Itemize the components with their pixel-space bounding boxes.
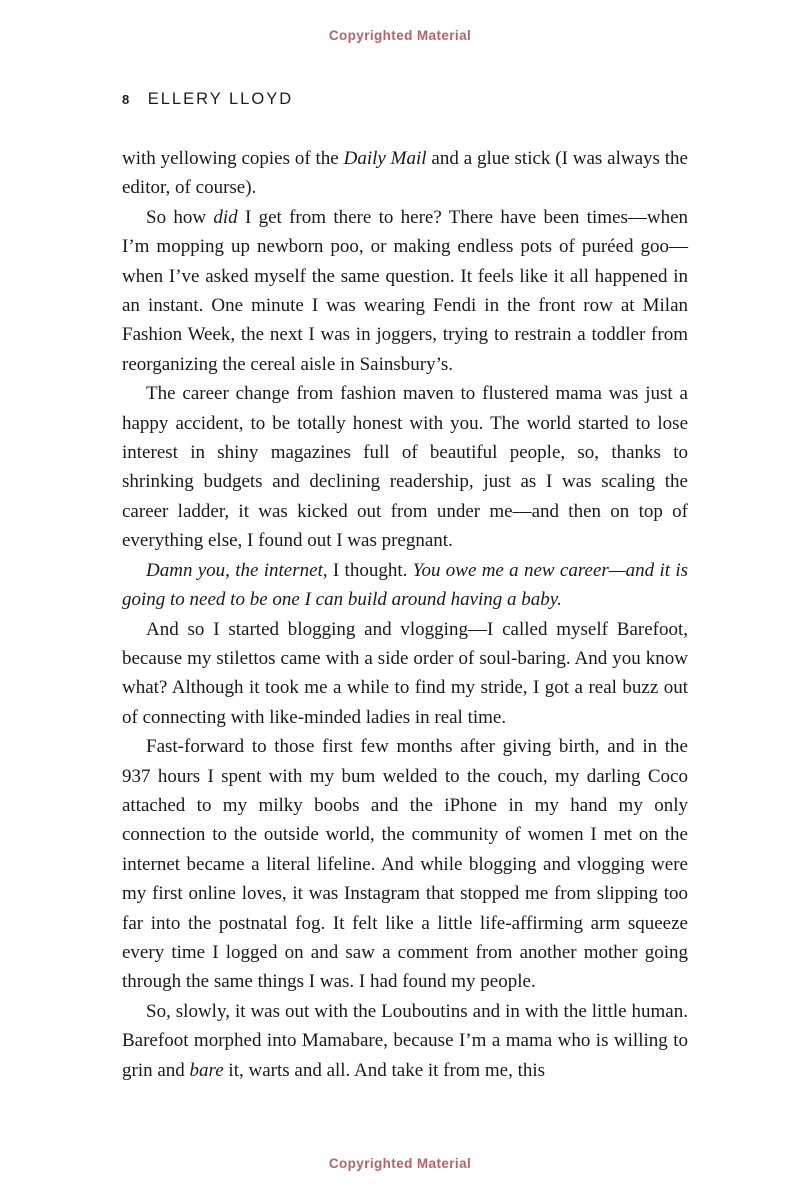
paragraph xyxy=(122,203,688,379)
text-run: it, warts and all. And take it from me, this xyxy=(223,1059,546,1081)
paragraph xyxy=(122,379,688,555)
paragraph xyxy=(122,615,688,733)
paragraph xyxy=(122,556,688,615)
page-number: 8 xyxy=(122,92,130,107)
paragraph xyxy=(122,997,688,1085)
paragraph xyxy=(122,732,688,997)
paragraph xyxy=(122,144,688,203)
text-run: And so I started blogging and vlogging—I called myself Barefoot, because my stilettos came with a side order of soul-baring. And you know what? Although it took me a while to find my stride, I got a real buzz out of connecting with like-minded ladies in real time. xyxy=(122,618,688,728)
text-run: , I thought. xyxy=(322,559,413,581)
text-run: So how xyxy=(146,206,214,228)
text-run: with yellowing copies of the xyxy=(122,148,344,169)
running-header xyxy=(122,90,293,109)
body-text xyxy=(122,144,688,1085)
copyright-notice-top: Copyrighted Material xyxy=(328,28,472,43)
italic-text-run: did xyxy=(213,206,238,228)
italic-text-run: bare xyxy=(189,1059,224,1081)
text-run: Fast-forward to those first few months after giving birth, and in the 937 hours I spent with my bum welded to the couch, my darling Coco attached to my milky boobs and the iPhone in my hand my only connection to the outside world, the community of women I met on the internet became a literal lifeline. And while blogging and vlogging were my first online loves, it was Instagram that stopped me from slipping too far into the postnatal fog. It felt like a little life-affirming arm squeeze every time I logged on and saw a comment from another mother going through the same things I was. I had found my people. xyxy=(122,736,688,993)
italic-text-run: Daily Mail xyxy=(343,148,427,169)
italic-text-run: Damn you, the internet xyxy=(146,559,323,581)
running-title: ELLERY LLOYD xyxy=(147,90,294,108)
italic-text-run: You owe me a new career—and it is going to need to be one I can build around having a baby. xyxy=(122,559,689,611)
text-run: I get from there to here? There have been times—when I’m mopping up newborn poo, or making endless pots of puréed goo—when I’ve asked myself the same question. It feels like it all happened in an instant. One minute I was wearing Fendi in the front row at Milan Fashion Week, the next I was in joggers, trying to restrain a toddler from reorganizing the cereal aisle in Sainsbury’s. xyxy=(122,206,688,375)
copyright-notice-bottom: Copyrighted Material xyxy=(328,1156,472,1171)
text-run: The career change from fashion maven to flustered mama was just a happy accident, to be totally honest with you. The world started to lose interest in shiny magazines full of beautiful people, so, thanks to shrinking budgets and declining readership, just as I was scaling the career ladder, it was kicked out from under me—and then on top of everything else, I found out I was pregnant. xyxy=(122,383,688,552)
text-run: So, slowly, it was out with the Louboutins and in with the little human. Barefoot morphed into Mamabare, because I’m a mama who is willing to grin and xyxy=(122,1000,688,1081)
text-run: and a glue stick (I was always the editor, of course). xyxy=(122,148,688,199)
